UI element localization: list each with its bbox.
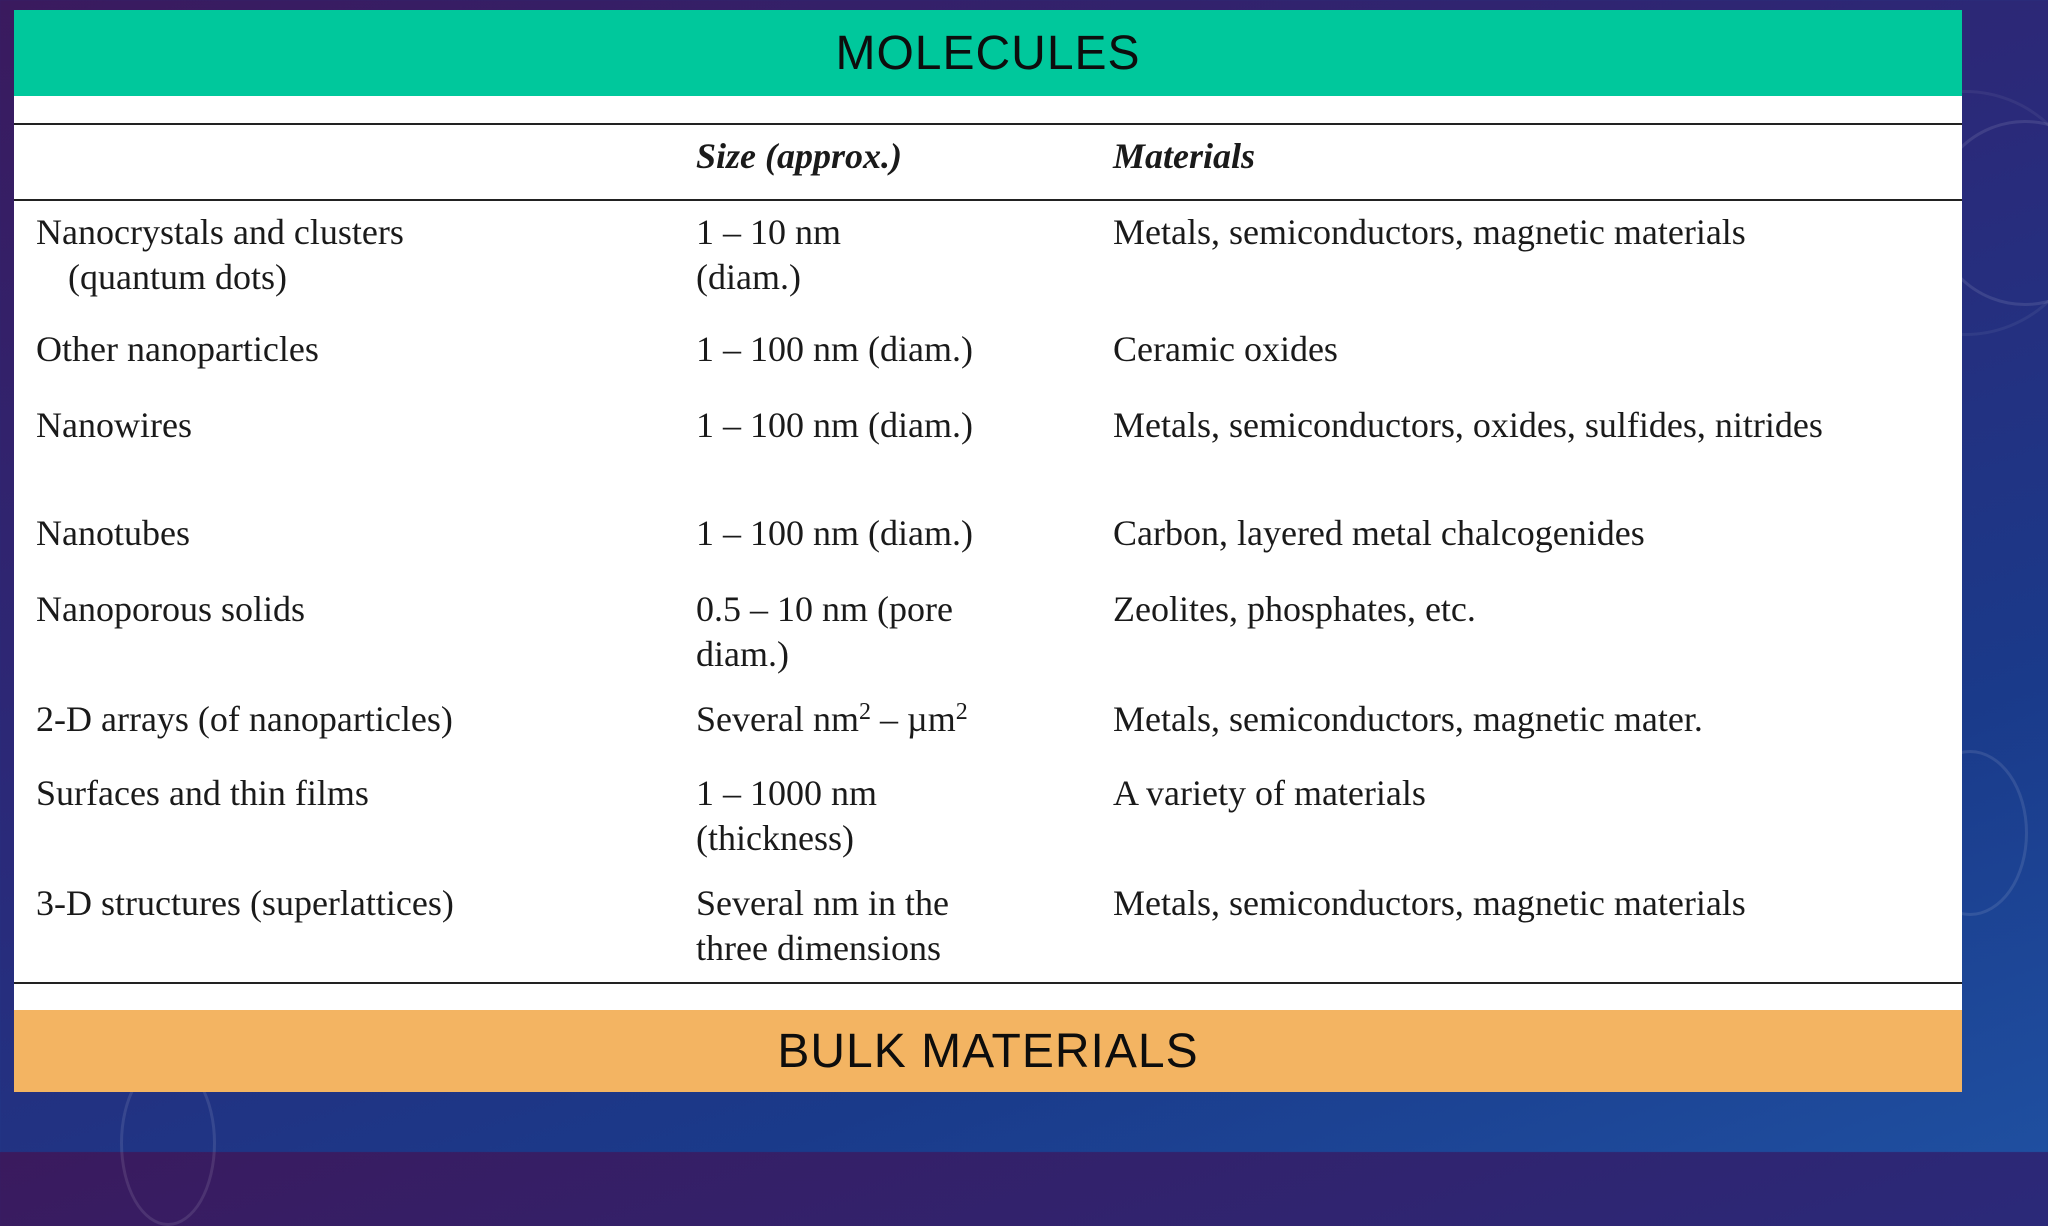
row-materials: Metals, semiconductors, magnetic materials — [1113, 212, 1746, 252]
row-size: 0.5 – 10 nm (pore diam.) — [696, 589, 953, 674]
row-size-line: 1 – 10 nm — [696, 212, 842, 252]
row-item: Nanoporous solids — [36, 589, 305, 629]
row-item — [36, 210, 686, 300]
row-materials: Metals, semiconductors, oxides, sulfides, nitrides — [1113, 405, 1823, 445]
row-size-superscript: 2 — [858, 699, 871, 725]
row-item: Nanotubes — [36, 513, 190, 553]
table-top-rule — [14, 123, 1962, 125]
row-item: Other nanoparticles — [36, 329, 319, 369]
bulk-materials-banner: BULK MATERIALS — [14, 1010, 1962, 1092]
header-size: Size (approx.) — [696, 136, 902, 176]
row-item: Surfaces and thin films — [36, 773, 369, 813]
row-materials: Carbon, layered metal chalcogenides — [1113, 513, 1645, 553]
row-materials: A variety of materials — [1113, 773, 1426, 813]
row-item-line: Nanocrystals and clusters — [36, 212, 404, 252]
row-size-part: – µm — [870, 699, 956, 739]
row-size-line: (diam.) — [696, 257, 801, 297]
row-size: 1 – 100 nm (diam.) — [696, 405, 973, 445]
row-size: Several nm in the three dimensions — [696, 883, 949, 968]
row-item: Nanowires — [36, 405, 192, 445]
table-header-rule — [14, 199, 1962, 201]
row-size: 1 – 1000 nm (thickness) — [696, 773, 878, 858]
table-bottom-rule — [14, 982, 1962, 984]
row-materials: Metals, semiconductors, magnetic mater. — [1113, 699, 1703, 739]
row-materials: Ceramic oxides — [1113, 329, 1338, 369]
row-materials: Zeolites, phosphates, etc. — [1113, 589, 1476, 629]
row-size — [696, 210, 1096, 300]
row-materials: Metals, semiconductors, magnetic materials — [1113, 883, 1746, 923]
row-size: 1 – 100 nm (diam.) — [696, 329, 973, 369]
row-size: 1 – 100 nm (diam.) — [696, 513, 973, 553]
molecules-banner: MOLECULES — [14, 10, 1962, 96]
row-size-superscript: 2 — [955, 699, 968, 725]
row-size — [696, 697, 1096, 742]
slide-content — [14, 10, 1962, 1092]
row-size-part: Several nm — [696, 699, 859, 739]
row-item: 2-D arrays (of nanoparticles) — [36, 699, 453, 739]
header-materials: Materials — [1113, 136, 1256, 176]
row-item: 3-D structures (superlattices) — [36, 883, 454, 923]
row-item-line: (quantum dots) — [68, 257, 287, 297]
